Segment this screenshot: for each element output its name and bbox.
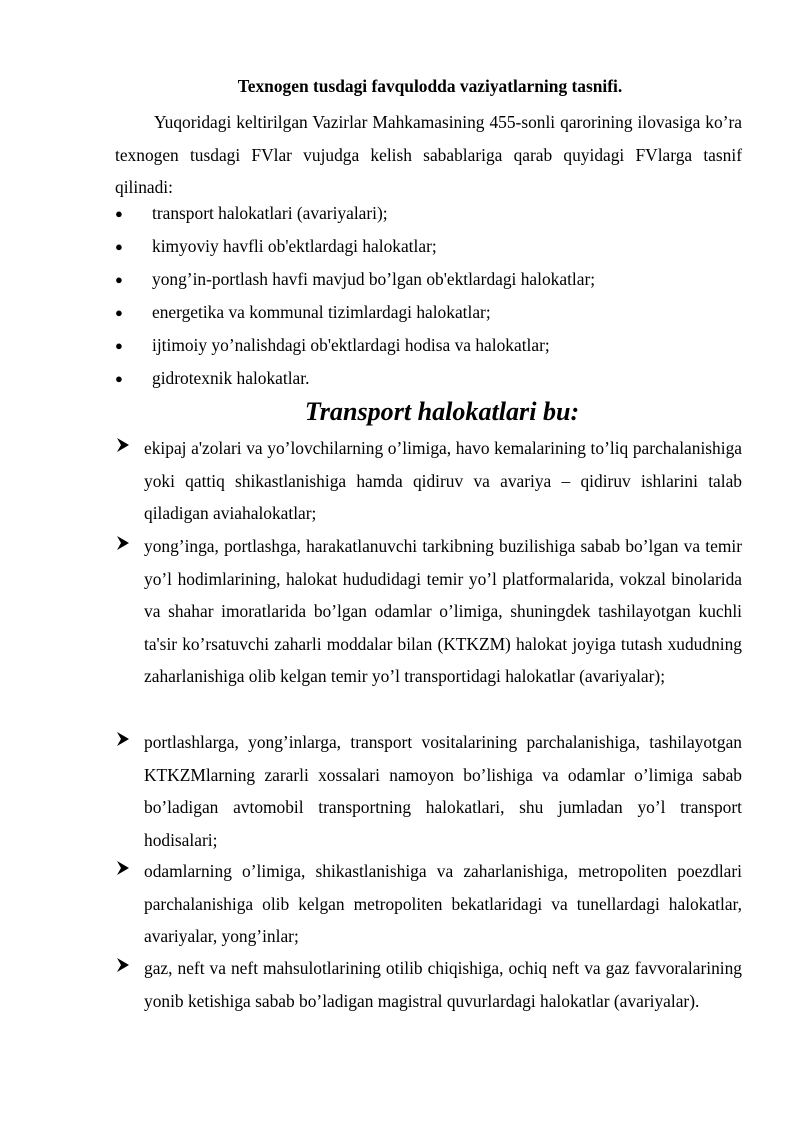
list-item-text: kimyoviy havfli ob'ektlardagi halokatlar; bbox=[152, 236, 437, 256]
list-item-text: transport halokatlari (avariyalari); bbox=[152, 203, 388, 223]
arrow-bullet-icon bbox=[116, 535, 130, 551]
intro-paragraph: Yuqoridagi keltirilgan Vazirlar Mahkamasining 455-sonli qarorining ilovasiga ko’ra texnogen tusdagi FVlar vujudga kelish sabablariga qarab quyidagi FVlarga tasnif qilinadi: bbox=[115, 112, 742, 198]
list-item-text: energetika va kommunal tizimlardagi halokatlar; bbox=[152, 302, 491, 322]
document-title: Texnogen tusdagi favqulodda vaziyatlarning tasnifi. bbox=[237, 76, 623, 96]
arrow-bullet-icon bbox=[116, 860, 130, 876]
arrow-bullet-icon bbox=[116, 437, 130, 453]
bullet-dot-icon: ● bbox=[115, 338, 123, 353]
bullet-dot-icon: ● bbox=[115, 239, 123, 254]
bullet-dot-icon: ● bbox=[115, 206, 123, 221]
list-item-text: yong’inga, portlashga, harakatlanuvchi tarkibning buzilishiga sabab bo’lgan va temir yo’l hodimlarining, halokat hududidagi temir yo’l platformalarida, vokzal binolarida va shahar imoratlarida bo’lgan odamlar o’limiga, shuningdek tashilayotgan kuchli ta'sir ko’rsatuvchi zaharli moddalar bilan (KTKZM) halokat joyiga tutash xududning zaharlanishiga olib kelgan temir yo’l transportidagi halokatlar (avariyalar); bbox=[144, 536, 742, 687]
list-item-text: odamlarning o’limiga, shikastlanishiga va zaharlanishiga, metropoliten poezdlari parchalanishiga olib kelgan metropoliten bekatlaridagi va tunellardagi halokatlar, avariyalar, yong’inlar; bbox=[144, 861, 742, 947]
arrow-bullet-icon bbox=[116, 957, 130, 973]
list-item-text: portlashlarga, yong’inlarga, transport vositalarining parchalanishiga, tashilayotgan KTKZMlarning zararli xossalari namoyon bo’lishiga va odamlar o’limiga sabab bo’ladigan avtomobil transportning halokatlari, shu jumladan yo’l transport hodisalari; bbox=[144, 732, 742, 850]
arrow-bullet-icon bbox=[116, 731, 130, 747]
list-item-text: ijtimoiy yo’nalishdagi ob'ektlardagi hodisa va halokatlar; bbox=[152, 335, 550, 355]
bullet-dot-icon: ● bbox=[115, 305, 123, 320]
list-item-text: ekipaj a'zolari va yo’lovchilarning o’limiga, havo kemalarining to’liq parchalanishiga yoki qattiq shikastlanishiga hamda qidiruv va avariya – qidiruv ishlarini talab qiladigan aviahalokatlar; bbox=[144, 438, 742, 524]
list-item-text: gaz, neft va neft mahsulotlarining otilib chiqishiga, ochiq neft va gaz favvoralarining yonib ketishiga sabab bo’ladigan magistral quvurlardagi halokatlar (avariyalar). bbox=[144, 958, 742, 1011]
bullet-dot-icon: ● bbox=[115, 272, 123, 287]
section-subtitle: Transport halokatlari bu: bbox=[304, 397, 580, 426]
list-item-text: yong’in-portlash havfi mavjud bo’lgan ob'ektlardagi halokatlar; bbox=[152, 269, 596, 289]
bullet-dot-icon: ● bbox=[115, 371, 123, 386]
list-item-text: gidrotexnik halokatlar. bbox=[152, 368, 310, 388]
